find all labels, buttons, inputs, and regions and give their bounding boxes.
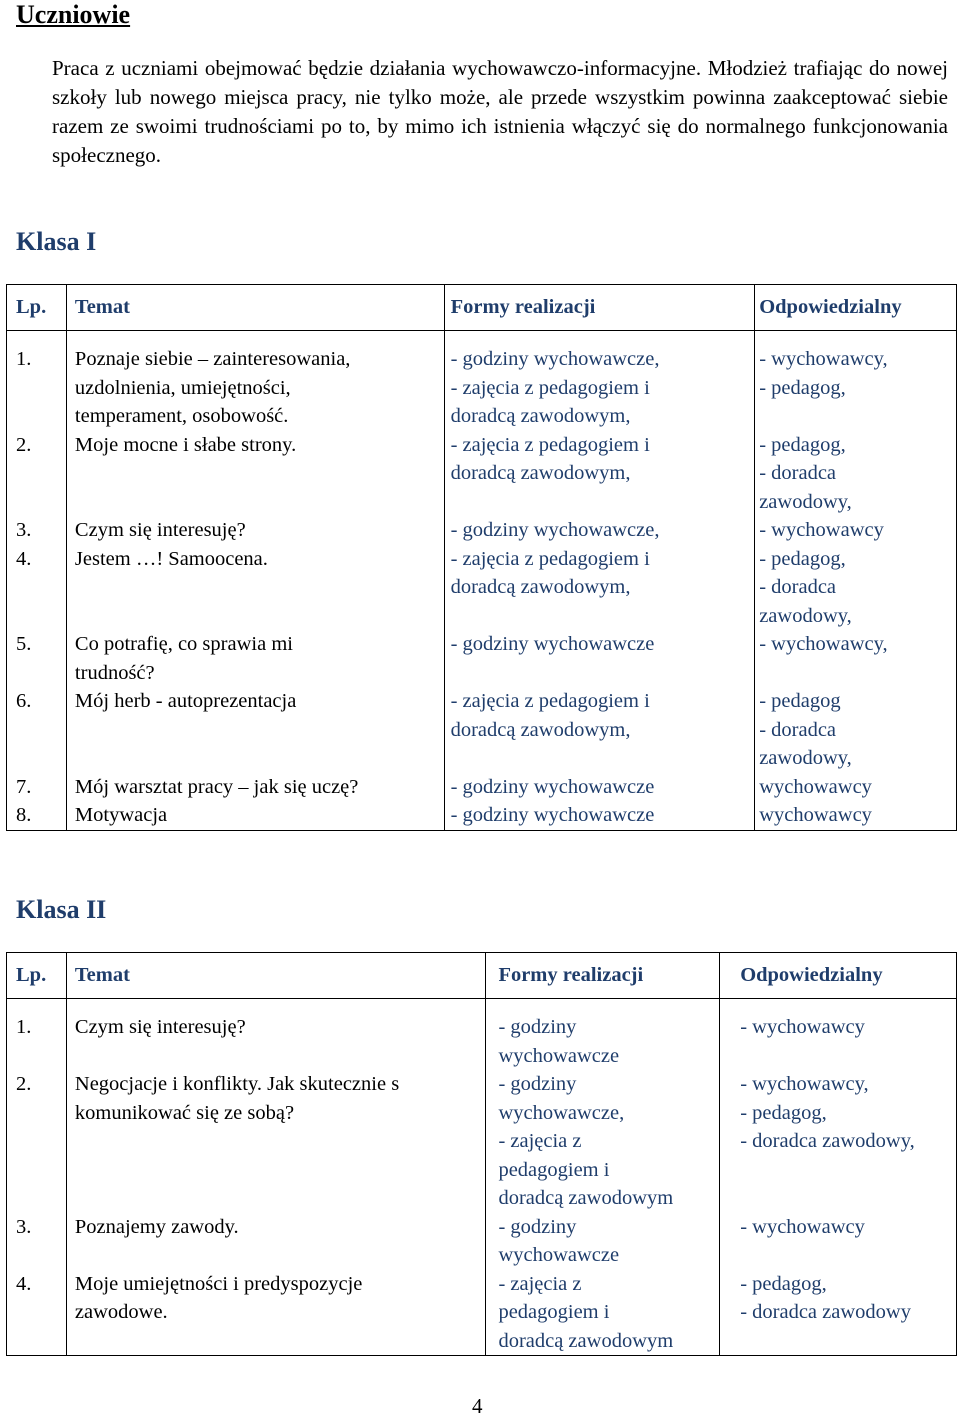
klasa-2-table	[6, 952, 957, 1356]
forms-cell-line: - godziny wychowawcze	[450, 804, 655, 826]
topic-cell-line: Czym się interesuję?	[74, 1016, 246, 1038]
responsible-cell-line: - doradca zawodowy	[740, 1301, 911, 1323]
row-number: 3.	[7, 1213, 67, 1270]
table-row	[7, 331, 957, 431]
forms-cell	[444, 773, 755, 802]
forms-cell-line: doradcą zawodowym	[498, 1329, 674, 1352]
topic-cell-line: Moje mocne i słabe strony.	[74, 433, 297, 456]
responsible-cell	[755, 773, 957, 802]
forms-cell-line: - godziny wychowawcze	[450, 633, 655, 655]
row-number: 3.	[7, 516, 67, 545]
responsible-cell	[755, 630, 957, 687]
responsible-cell-line: - pedagog,	[740, 1101, 827, 1124]
table-row	[7, 1270, 957, 1356]
forms-cell	[444, 516, 755, 545]
topic-cell-line: uzdolnienia, umiejętności,	[74, 376, 291, 399]
topic-cell	[66, 1213, 486, 1270]
responsible-cell	[755, 801, 957, 830]
topic-cell-line: Czym się interesuję?	[74, 519, 246, 541]
row-number: 7.	[7, 773, 67, 802]
forms-cell-line: doradcą zawodowym	[498, 1187, 674, 1209]
topic-cell	[66, 773, 444, 802]
forms-cell	[486, 999, 720, 1071]
topic-cell	[66, 1070, 486, 1213]
topic-cell-line: Motywacja	[74, 804, 168, 826]
forms-cell-line: - godziny	[498, 1073, 577, 1095]
forms-cell-line: wychowawcze	[498, 1244, 620, 1266]
row-number: 6.	[7, 687, 67, 773]
responsible-cell-line: - doradca	[759, 718, 837, 741]
responsible-cell-line: - pedagog	[759, 690, 841, 712]
responsible-cell-line: wychowawcy	[759, 775, 872, 798]
forms-cell	[486, 1270, 720, 1356]
topic-cell	[66, 687, 444, 773]
forms-cell-line: - zajęcia z	[498, 1130, 582, 1152]
responsible-cell-line: - pedagog,	[759, 376, 846, 399]
header-temat: Temat	[66, 953, 486, 999]
table-row	[7, 1070, 957, 1213]
forms-cell-line: - godziny wychowawcze	[450, 775, 655, 798]
responsible-cell	[755, 545, 957, 631]
forms-cell-line: pedagogiem i	[498, 1158, 610, 1181]
forms-cell	[444, 687, 755, 773]
responsible-cell-line: - pedagog,	[740, 1272, 827, 1295]
topic-cell	[66, 545, 444, 631]
forms-cell	[486, 1213, 720, 1270]
table-row	[7, 687, 957, 773]
responsible-cell-line: - doradca zawodowy,	[740, 1130, 915, 1152]
forms-cell-line: - godziny	[498, 1016, 577, 1038]
topic-cell	[66, 331, 444, 431]
topic-cell-line: Co potrafię, co sprawia mi	[74, 633, 293, 655]
responsible-cell-line: zawodowy,	[759, 604, 852, 627]
table-row	[7, 1213, 957, 1270]
row-number: 1.	[7, 999, 67, 1071]
responsible-cell-line: zawodowy,	[759, 747, 852, 769]
topic-cell	[66, 1270, 486, 1356]
responsible-cell	[755, 687, 957, 773]
klasa-2-title: Klasa II	[16, 895, 107, 924]
topic-cell-line: zawodowe.	[74, 1301, 168, 1323]
table-row	[7, 801, 957, 830]
forms-cell	[444, 630, 755, 687]
forms-cell-line: - zajęcia z pedagogiem i	[450, 376, 650, 399]
row-number: 8.	[7, 801, 67, 830]
header-formy: Formy realizacji	[444, 285, 755, 331]
forms-cell	[444, 331, 755, 431]
forms-cell-line: doradcą zawodowym,	[450, 462, 631, 484]
header-formy: Formy realizacji	[486, 953, 720, 999]
forms-cell-line: - godziny	[498, 1215, 577, 1238]
responsible-cell	[720, 1270, 957, 1356]
responsible-cell-line: - pedagog,	[759, 547, 846, 570]
row-number: 2.	[7, 1070, 67, 1213]
forms-cell-line: - zajęcia z pedagogiem i	[450, 433, 650, 456]
topic-cell	[66, 431, 444, 517]
responsible-cell-line: - wychowawcy,	[759, 633, 888, 655]
header-lp: Lp.	[7, 953, 67, 999]
responsible-cell-line: zawodowy,	[759, 490, 852, 513]
table-row	[7, 999, 957, 1071]
topic-cell-line: Moje umiejętności i predyspozycje	[74, 1272, 363, 1295]
row-number: 4.	[7, 1270, 67, 1356]
header-temat: Temat	[66, 285, 444, 331]
forms-cell-line: doradcą zawodowym,	[450, 576, 631, 598]
topic-cell-line: trudność?	[74, 661, 155, 684]
table-row	[7, 516, 957, 545]
forms-cell-line: wychowawcze	[498, 1044, 620, 1067]
responsible-cell-line: - doradca	[759, 576, 837, 598]
responsible-cell-line: - wychowawcy	[740, 1016, 865, 1038]
klasa-1-title: Klasa I	[16, 227, 97, 256]
responsible-cell	[720, 1070, 957, 1213]
responsible-cell	[755, 516, 957, 545]
responsible-cell-line: - pedagog,	[759, 433, 846, 456]
forms-cell	[444, 545, 755, 631]
row-number: 5.	[7, 630, 67, 687]
responsible-cell-line: wychowawcy	[759, 804, 872, 826]
topic-cell	[66, 999, 486, 1071]
topic-cell	[66, 516, 444, 545]
topic-cell-line: Poznajemy zawody.	[74, 1215, 239, 1238]
responsible-cell	[720, 999, 957, 1071]
responsible-cell-line: - wychowawcy	[740, 1215, 865, 1238]
row-number: 1.	[7, 331, 67, 431]
forms-cell	[444, 801, 755, 830]
table-row	[7, 630, 957, 687]
forms-cell	[444, 431, 755, 517]
topic-cell-line: Mój warsztat pracy – jak się uczę?	[74, 775, 359, 798]
responsible-cell	[720, 1213, 957, 1270]
responsible-cell	[755, 331, 957, 431]
row-number: 2.	[7, 431, 67, 517]
forms-cell-line: - zajęcia z	[498, 1272, 582, 1295]
intro-paragraph: Praca z uczniami obejmować będzie działania wychowawczo-informacyjne. Młodzież trafiając do nowej szkoły lub nowego miejsca pracy, nie tylko może, ale przede wszystkim powinna zaakceptować siebie razem ze swoimi trudnościami po to, by mimo ich istnienia włączyć się do normalnego funkcjonowania społecznego.	[52, 56, 948, 167]
topic-cell-line: temperament, osobowość.	[74, 405, 289, 427]
forms-cell-line: wychowawcze,	[498, 1101, 625, 1124]
klasa-1-table	[6, 284, 957, 831]
forms-cell-line: doradcą zawodowym,	[450, 718, 631, 741]
forms-cell-line: - godziny wychowawcze,	[450, 519, 660, 541]
page-heading: Uczniowie	[16, 0, 131, 29]
responsible-cell-line: - doradca	[759, 462, 837, 484]
table-row	[7, 773, 957, 802]
forms-cell	[486, 1070, 720, 1213]
header-lp: Lp.	[7, 285, 67, 331]
topic-cell	[66, 801, 444, 830]
forms-cell-line: doradcą zawodowym,	[450, 405, 631, 427]
forms-cell-line: - godziny wychowawcze,	[450, 348, 660, 370]
header-odpowiedzialny: Odpowiedzialny	[720, 953, 957, 999]
topic-cell-line: Negocjacje i konflikty. Jak skutecznie s	[74, 1073, 400, 1095]
responsible-cell-line: - wychowawcy	[759, 519, 884, 541]
forms-cell-line: pedagogiem i	[498, 1301, 610, 1323]
topic-cell	[66, 630, 444, 687]
table-row	[7, 545, 957, 631]
row-number: 4.	[7, 545, 67, 631]
topic-cell-line: Jestem …! Samoocena.	[74, 547, 268, 570]
responsible-cell	[755, 431, 957, 517]
header-odpowiedzialny: Odpowiedzialny	[755, 285, 957, 331]
topic-cell-line: Poznaje siebie – zainteresowania,	[74, 348, 351, 370]
topic-cell-line: Mój herb - autoprezentacja	[74, 690, 297, 712]
topic-cell-line: komunikować się ze sobą?	[74, 1101, 295, 1124]
forms-cell-line: - zajęcia z pedagogiem i	[450, 690, 650, 712]
page-number: 4	[472, 1394, 483, 1418]
table-row	[7, 431, 957, 517]
responsible-cell-line: - wychowawcy,	[740, 1073, 869, 1095]
responsible-cell-line: - wychowawcy,	[759, 348, 888, 370]
forms-cell-line: - zajęcia z pedagogiem i	[450, 547, 650, 570]
